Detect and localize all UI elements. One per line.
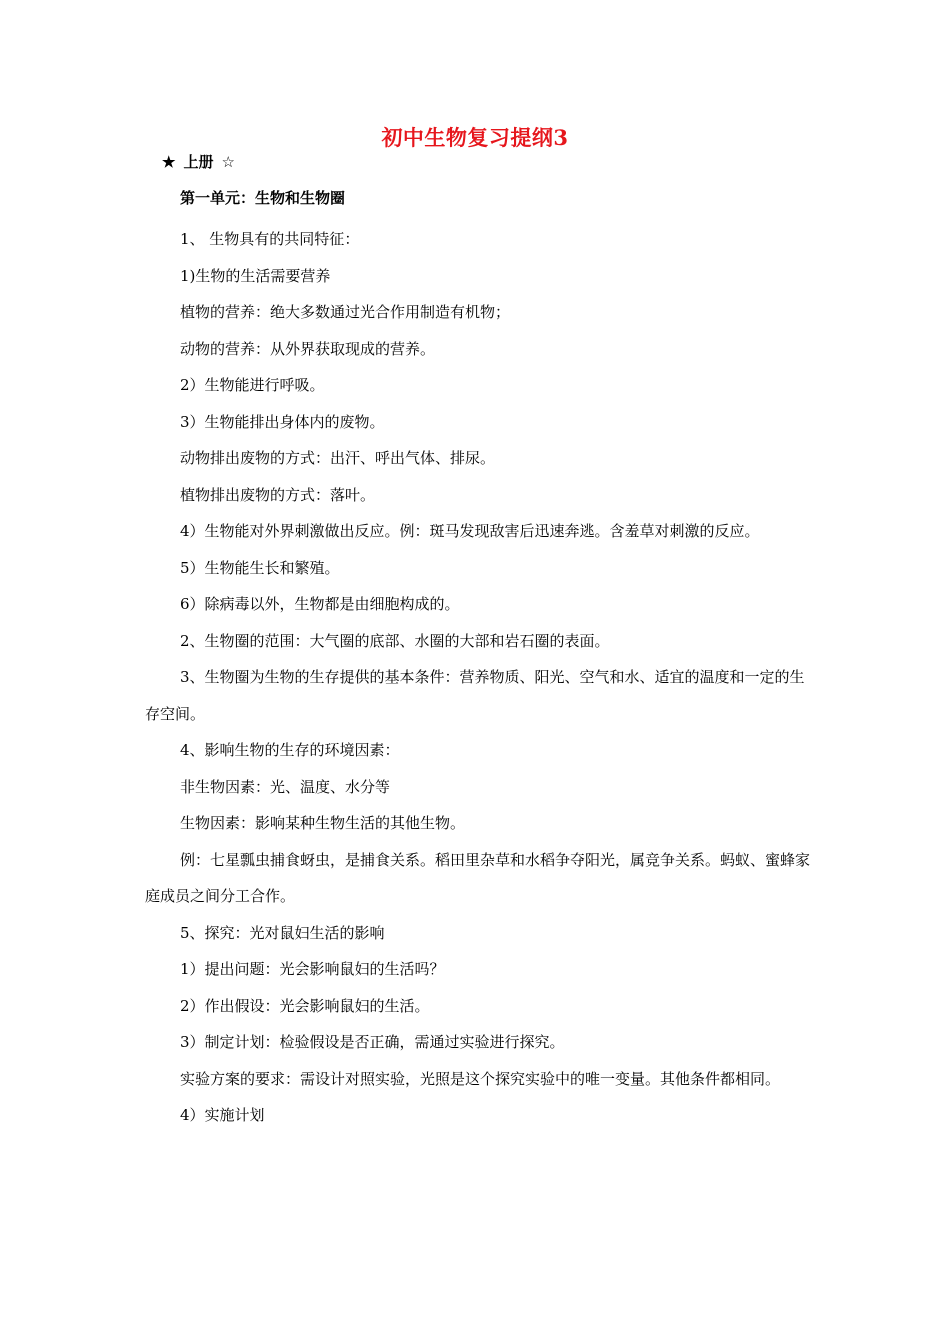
filled-star-icon: ★ (162, 153, 176, 171)
paragraph: 4）实施计划 (180, 1106, 265, 1124)
paragraph: 1、 生物具有的共同特征： (180, 230, 360, 248)
paragraph: 非生物因素：光、温度、水分等 (180, 777, 391, 796)
volume-label: 上册 (183, 153, 214, 171)
paragraph: 1)生物的生活需要营养 (180, 266, 331, 285)
paragraph: 4）生物能对外界刺激做出反应。例：斑马发现敌害后迅速奔逃。含羞草对刺激的反应。 (180, 522, 760, 540)
paragraph: 植物排出废物的方式：落叶。 (180, 485, 376, 504)
hollow-star-icon: ☆ (221, 153, 235, 171)
paragraph: 动物排出废物的方式：出汗、呼出气体、排尿。 (180, 449, 496, 467)
volume-heading (162, 150, 235, 174)
paragraph: 3）制定计划：检验假设是否正确，需通过实验进行探究。 (180, 1033, 565, 1051)
paragraph: 6）除病毒以外，生物都是由细胞构成的。 (180, 595, 460, 613)
document-body (145, 221, 810, 1134)
paragraph: 2）生物能进行呼吸。 (180, 376, 325, 394)
paragraph: 2）作出假设：光会影响鼠妇的生活。 (180, 996, 430, 1015)
paragraph: 实验方案的要求：需设计对照实验，光照是这个探究实验中的唯一变量。其他条件都相同。 (180, 1069, 781, 1088)
paragraph: 动物的营养：从外界获取现成的营养。 (180, 339, 436, 358)
paragraph: 1）提出问题：光会影响鼠妇的生活吗？ (180, 960, 445, 978)
paragraph: 3）生物能排出身体内的废物。 (180, 412, 385, 431)
paragraph: 4、影响生物的生存的环境因素： (180, 741, 400, 759)
paragraph: 生物因素：影响某种生物生活的其他生物。 (180, 814, 466, 832)
paragraph: 例：七星瓢虫捕食蚜虫，是捕食关系。稻田里杂草和水稻争夺阳光，属竞争关系。蚂蚁、蜜蜂家庭成员之间分工合作。 (145, 850, 811, 905)
paragraph: 5）生物能生长和繁殖。 (180, 558, 340, 577)
paragraph: 5、探究：光对鼠妇生活的影响 (180, 923, 385, 942)
paragraph: 植物的营养：绝大多数通过光合作用制造有机物； (180, 303, 511, 321)
paragraph: 3、生物圈为生物的生存提供的基本条件：营养物质、阳光、空气和水、适宜的温度和一定的生存空间。 (145, 668, 805, 723)
paragraph: 2、生物圈的范围：大气圈的底部、水圈的大部和岩石圈的表面。 (180, 631, 610, 650)
document-title: 初中生物复习提纲3 (381, 125, 569, 150)
unit-heading: 第一单元：生物和生物圈 (180, 189, 346, 207)
